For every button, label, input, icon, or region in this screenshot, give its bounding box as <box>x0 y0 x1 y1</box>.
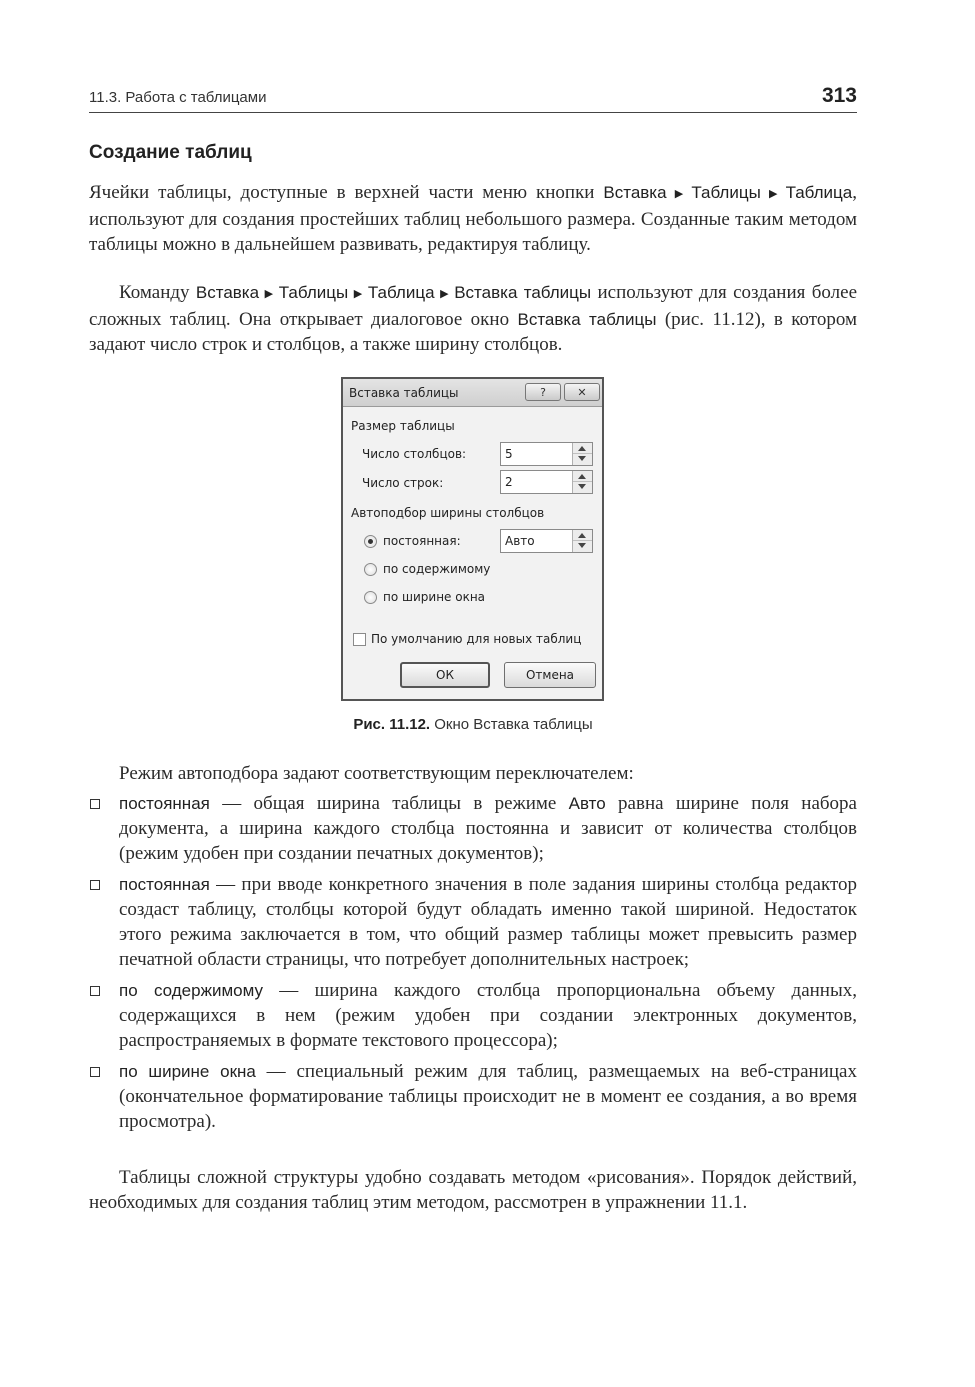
list-text: — при вводе конкретного значения в поле задания ширины столбца редактор создаст таблицу, столбцы которой будут обладать именно такой шириной. Недостаток этого режима заключается в том, что общий размер таблицы может превысить размер печатной области страницы, что потребует дополнительных настроек; <box>119 874 857 970</box>
section-heading: Создание таблиц <box>89 142 252 163</box>
menu-tablitsa: Таблица <box>785 183 853 202</box>
rows-label: Число строк: <box>362 476 444 490</box>
running-head <box>89 84 857 113</box>
figure-number: Рис. 11.12. <box>353 716 431 733</box>
list-text: равна ширине поля набора документа, а ширина каждого столбца постоянна и зависит от количества столбцов (режим удобен при создании печатных документов); <box>119 793 857 864</box>
cols-value: 5 <box>505 447 513 461</box>
checkbox-bullet-icon <box>90 799 100 809</box>
menu-arrow-icon: ▶ <box>352 288 364 300</box>
menu-arrow-icon: ▶ <box>670 188 688 200</box>
fixed-width-spinner[interactable] <box>500 529 593 553</box>
checkbox-bullet-icon <box>90 1067 100 1077</box>
group-table-size-label: Размер таблицы <box>351 419 455 433</box>
checkbox-bullet-icon <box>90 986 100 996</box>
cols-spinner[interactable] <box>500 442 593 466</box>
section-title: 11.3. Работа с таблицами <box>89 89 267 106</box>
spin-down-icon[interactable] <box>578 484 586 489</box>
paragraph-2 <box>89 280 857 357</box>
mode-list <box>89 791 857 1140</box>
list-item <box>89 1059 857 1134</box>
fixed-width-spinner-arrows[interactable] <box>572 530 592 552</box>
help-button[interactable]: ? <box>525 383 561 401</box>
menu-tablitsa: Таблица <box>367 283 435 302</box>
list-item <box>89 791 857 866</box>
dialog-title: Вставка таблицы <box>349 386 459 400</box>
paragraph-3: Режим автоподбора задают соответствующим переключателем: <box>119 763 634 784</box>
spin-down-icon[interactable] <box>578 456 586 461</box>
list-term: по содержимому <box>119 981 263 1000</box>
list-item <box>89 978 857 1053</box>
cols-spinner-arrows[interactable] <box>572 443 592 465</box>
fixed-width-value: Авто <box>505 534 535 548</box>
paragraph-1 <box>89 180 857 257</box>
list-term: постоянная <box>119 875 210 894</box>
paragraph-4: Таблицы сложной структуры удобно создавать методом «рисования». Порядок действий, необходимых для создания таблиц этим методом, рассмотрен в упражнении 11.1. <box>89 1167 857 1213</box>
list-term: по ширине окна <box>119 1062 256 1081</box>
p1-text-1: Ячейки таблицы, доступные в верхней части меню кнопки <box>89 182 604 203</box>
list-text: — общая ширина таблицы в режиме <box>209 793 569 814</box>
close-icon[interactable]: ✕ <box>564 383 600 401</box>
checkbox-bullet-icon <box>90 880 100 890</box>
menu-vstavka-tablitsy: Вставка таблицы <box>454 283 592 302</box>
default-checkbox-label[interactable]: По умолчанию для новых таблиц <box>371 632 582 646</box>
insert-table-dialog <box>341 377 604 701</box>
menu-arrow-icon: ▶ <box>438 288 451 300</box>
default-checkbox[interactable] <box>353 633 366 646</box>
menu-arrow-icon: ▶ <box>764 188 782 200</box>
page-number: 313 <box>821 84 857 107</box>
group-autofit-label: Автоподбор ширины столбцов <box>351 506 545 520</box>
figure-caption-text: Окно Вставка таблицы <box>430 716 593 733</box>
spin-up-icon[interactable] <box>578 474 586 479</box>
p1-text-2: , используют для создания простейших таблиц небольшого размера. Созданные таким методом таблицы можно в дальнейшем развивать, редактируя таблицу. <box>89 182 857 255</box>
cols-label: Число столбцов: <box>362 447 467 461</box>
spin-down-icon[interactable] <box>578 543 586 548</box>
radio-content-label[interactable]: по содержимому <box>383 562 491 576</box>
figure-caption <box>89 716 857 733</box>
dialog-name-ref: Вставка таблицы <box>517 310 657 329</box>
menu-tablitsy: Таблицы <box>278 283 349 302</box>
radio-fixed-label[interactable]: постоянная: <box>383 534 461 548</box>
menu-arrow-icon: ▶ <box>263 288 275 300</box>
spin-up-icon[interactable] <box>578 446 586 451</box>
p2-text-1: Команду <box>119 282 196 303</box>
list-term: Авто <box>568 794 606 813</box>
cancel-button[interactable]: Отмена <box>504 662 596 688</box>
rows-value: 2 <box>505 475 513 489</box>
dialog-title-bar[interactable] <box>343 379 602 407</box>
p2-text-3: (рис. 11.12), в котором задают число строк и столбцов, а также ширину столбцов. <box>89 309 857 355</box>
radio-window[interactable] <box>364 591 377 604</box>
rows-spinner-arrows[interactable] <box>572 471 592 493</box>
list-item <box>89 872 857 972</box>
radio-content[interactable] <box>364 563 377 576</box>
radio-fixed[interactable] <box>364 535 377 548</box>
menu-tablitsy: Таблицы <box>691 183 761 202</box>
menu-vstavka: Вставка <box>603 183 667 202</box>
menu-vstavka: Вставка <box>195 283 260 302</box>
spin-up-icon[interactable] <box>578 533 586 538</box>
list-text: — специальный режим для таблиц, размещаемых на веб-страницах (окончательное форматирование таблицы происходит не в момент ее создания, а во время просмотра). <box>119 1061 857 1132</box>
ok-button[interactable]: ОК <box>400 662 490 688</box>
radio-window-label[interactable]: по ширине окна <box>383 590 486 604</box>
list-text: — ширина каждого столбца пропорциональна объему данных, содержащихся в нем (режим удобен при создании электронных документов, распространяемых в формате текстового процессора); <box>119 980 857 1051</box>
list-term: постоянная <box>119 794 210 813</box>
rows-spinner[interactable] <box>500 470 593 494</box>
p2-text-2: используют для создания более сложных таблиц. Она открывает диалоговое окно <box>89 282 858 330</box>
